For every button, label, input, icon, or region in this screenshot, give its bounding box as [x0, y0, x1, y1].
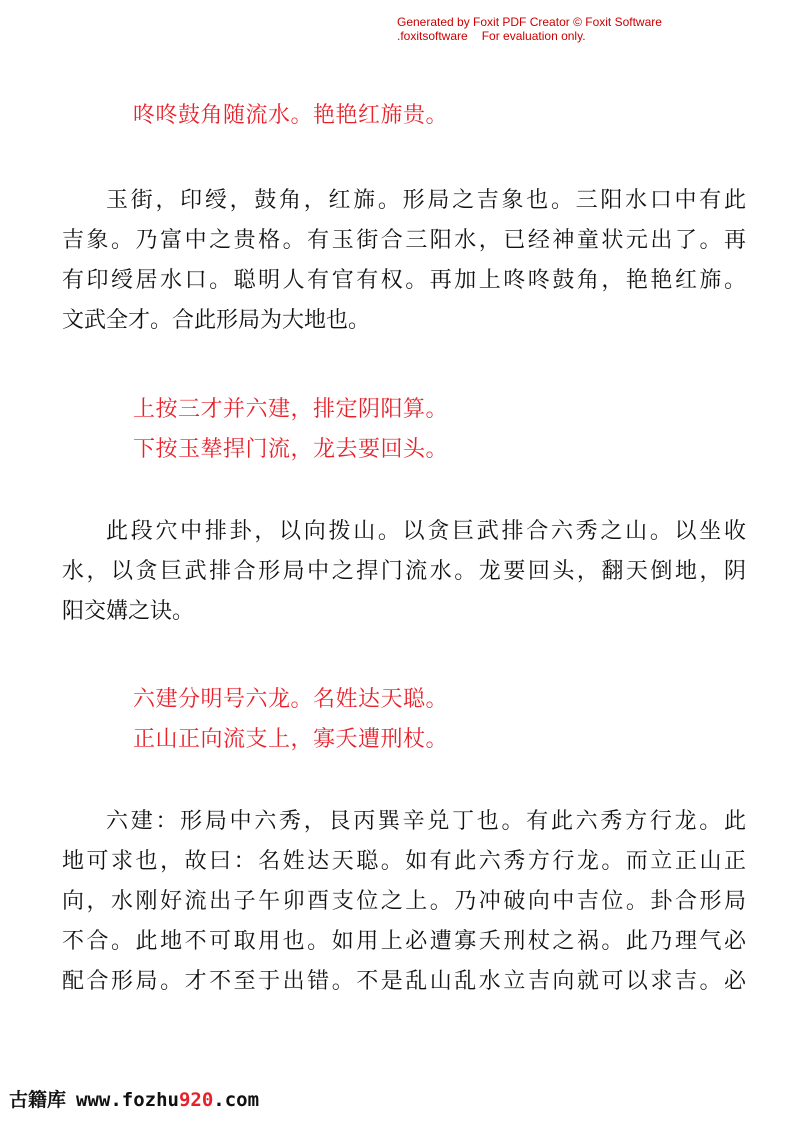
paragraph-line: 吉象。乃富中之贵格。有玉街合三阳水，已经神童状元出了。再: [62, 228, 746, 253]
footer-site-banner: [9, 1088, 259, 1112]
paragraph-line: 配合形局。才不至于出错。不是乱山乱水立吉向就可以求吉。必: [62, 969, 746, 994]
paragraph-line: 六建：形局中六秀，艮丙巽辛兑丁也。有此六秀方行龙。此: [106, 809, 746, 834]
site-url-number: 920: [178, 1089, 214, 1111]
paragraph-line: 此段穴中排卦，以向拨山。以贪巨武排合六秀之山。以坐收: [106, 519, 746, 544]
verse-line: 六建分明号六龙。名姓达天聪。: [133, 687, 449, 712]
verse-line: 上按三才并六建，排定阴阳算。: [133, 397, 449, 422]
paragraph-line: 水，以贪巨武排合形局中之捍门流水。龙要回头，翻天倒地，阴: [62, 559, 746, 584]
verse-3: [133, 680, 448, 760]
site-url: [76, 1089, 259, 1111]
paragraph-3: [62, 802, 746, 1002]
verse-line: 咚咚鼓角随流水。艳艳红旆贵。: [133, 103, 449, 128]
foxit-watermark: [397, 15, 662, 43]
paragraph-line: 阳交媾之诀。: [62, 599, 195, 624]
watermark-domain: .foxitsoftware: [397, 29, 468, 43]
paragraph-line: 玉街，印绶，鼓角，红旆。形局之吉象也。三阳水口中有此: [106, 188, 746, 213]
paragraph-line: 地可求也，故曰：名姓达天聪。如有此六秀方行龙。而立正山正: [62, 849, 746, 874]
site-url-prefix: www.fozhu: [76, 1089, 179, 1111]
verse-line: 下按玉辇捍门流，龙去要回头。: [133, 437, 449, 462]
paragraph-line: 不合。此地不可取用也。如用上必遭寡夭刑杖之祸。此乃理气必: [62, 929, 746, 954]
paragraph-line: 有印绶居水口。聪明人有官有权。再加上咚咚鼓角，艳艳红旆。: [62, 268, 746, 293]
watermark-line-2: [397, 29, 662, 43]
verse-2: [133, 390, 448, 470]
site-url-suffix: .com: [213, 1089, 260, 1111]
paragraph-2: [62, 512, 746, 632]
watermark-line-1: Generated by Foxit PDF Creator © Foxit Software: [397, 15, 662, 29]
verse-1: [133, 96, 448, 136]
paragraph-line: 文武全才。合此形局为大地也。: [62, 308, 371, 333]
watermark-evaluation: For evaluation only.: [481, 29, 586, 43]
verse-line: 正山正向流支上，寡夭遭刑杖。: [133, 727, 449, 752]
paragraph-line: 向，水刚好流出子午卯酉支位之上。乃冲破向中吉位。卦合形局: [62, 889, 746, 914]
paragraph-1: [62, 181, 746, 341]
site-name: 古籍库: [9, 1089, 67, 1111]
